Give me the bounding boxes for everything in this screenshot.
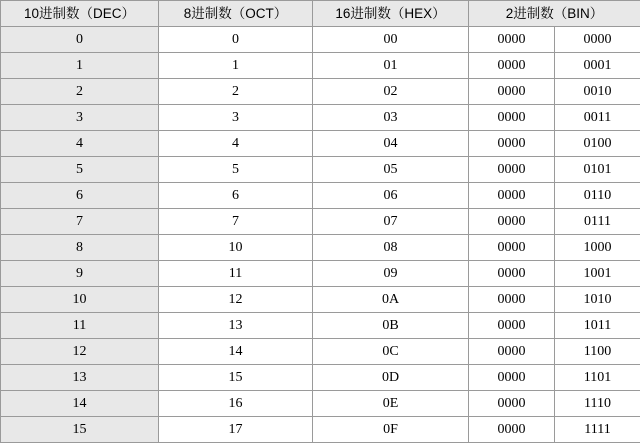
cell-bin-high: 0000 (469, 79, 555, 105)
cell-bin-low: 1011 (555, 313, 640, 339)
cell-bin-low: 1101 (555, 365, 640, 391)
cell-bin-high: 0000 (469, 287, 555, 313)
cell-bin-low: 0011 (555, 105, 640, 131)
cell-bin-high: 0000 (469, 339, 555, 365)
cell-dec: 7 (1, 209, 159, 235)
cell-dec: 12 (1, 339, 159, 365)
cell-hex: 07 (313, 209, 469, 235)
cell-bin-high: 0000 (469, 235, 555, 261)
cell-hex: 02 (313, 79, 469, 105)
cell-bin-high: 0000 (469, 157, 555, 183)
header-bin (469, 1, 640, 27)
cell-oct: 14 (159, 339, 313, 365)
table-row (1, 79, 640, 105)
cell-dec: 1 (1, 53, 159, 79)
cell-hex: 08 (313, 235, 469, 261)
cell-bin-low: 1111 (555, 417, 640, 443)
table-row (1, 365, 640, 391)
cell-oct: 16 (159, 391, 313, 417)
cell-bin-low: 0001 (555, 53, 640, 79)
cell-hex: 0B (313, 313, 469, 339)
cell-oct: 10 (159, 235, 313, 261)
cell-oct: 13 (159, 313, 313, 339)
cell-oct: 3 (159, 105, 313, 131)
cell-bin-low: 0000 (555, 27, 640, 53)
cell-bin-high: 0000 (469, 105, 555, 131)
table-row (1, 209, 640, 235)
table-row (1, 105, 640, 131)
cell-hex: 0C (313, 339, 469, 365)
cell-hex: 05 (313, 157, 469, 183)
cell-dec: 0 (1, 27, 159, 53)
cell-bin-low: 1110 (555, 391, 640, 417)
cell-hex: 06 (313, 183, 469, 209)
cell-oct: 4 (159, 131, 313, 157)
cell-hex: 04 (313, 131, 469, 157)
cell-oct: 6 (159, 183, 313, 209)
cell-bin-high: 0000 (469, 313, 555, 339)
cell-bin-high: 0000 (469, 417, 555, 443)
cell-bin-high: 0000 (469, 391, 555, 417)
cell-bin-high: 0000 (469, 53, 555, 79)
cell-bin-low: 0101 (555, 157, 640, 183)
cell-bin-low: 1000 (555, 235, 640, 261)
cell-dec: 4 (1, 131, 159, 157)
cell-bin-low: 1010 (555, 287, 640, 313)
table-row (1, 131, 640, 157)
cell-dec: 6 (1, 183, 159, 209)
header-oct-label: 8进制数（OCT） (159, 7, 312, 21)
cell-hex: 03 (313, 105, 469, 131)
table-row (1, 235, 640, 261)
cell-dec: 11 (1, 313, 159, 339)
cell-oct: 7 (159, 209, 313, 235)
cell-dec: 13 (1, 365, 159, 391)
cell-oct: 5 (159, 157, 313, 183)
cell-bin-low: 0100 (555, 131, 640, 157)
cell-oct: 2 (159, 79, 313, 105)
cell-oct: 12 (159, 287, 313, 313)
cell-oct: 17 (159, 417, 313, 443)
cell-bin-low: 1100 (555, 339, 640, 365)
table-row (1, 27, 640, 53)
header-dec-label: 10进制数（DEC） (1, 7, 158, 21)
cell-dec: 8 (1, 235, 159, 261)
cell-hex: 00 (313, 27, 469, 53)
table-header-row (1, 1, 640, 27)
cell-hex: 09 (313, 261, 469, 287)
cell-bin-high: 0000 (469, 209, 555, 235)
cell-oct: 11 (159, 261, 313, 287)
table-body (1, 27, 640, 443)
table-row (1, 339, 640, 365)
cell-hex: 01 (313, 53, 469, 79)
cell-oct: 1 (159, 53, 313, 79)
cell-bin-low: 1001 (555, 261, 640, 287)
table-row (1, 313, 640, 339)
cell-bin-high: 0000 (469, 365, 555, 391)
table-row (1, 53, 640, 79)
table-row (1, 261, 640, 287)
table-row (1, 287, 640, 313)
cell-dec: 3 (1, 105, 159, 131)
cell-oct: 0 (159, 27, 313, 53)
cell-dec: 15 (1, 417, 159, 443)
cell-bin-low: 0111 (555, 209, 640, 235)
table-header (1, 1, 640, 27)
cell-dec: 10 (1, 287, 159, 313)
cell-bin-low: 0010 (555, 79, 640, 105)
cell-hex: 0D (313, 365, 469, 391)
cell-bin-high: 0000 (469, 27, 555, 53)
cell-dec: 14 (1, 391, 159, 417)
header-oct (159, 1, 313, 27)
header-dec (1, 1, 159, 27)
cell-bin-high: 0000 (469, 261, 555, 287)
header-hex (313, 1, 469, 27)
table-row (1, 417, 640, 443)
cell-dec: 9 (1, 261, 159, 287)
cell-bin-low: 0110 (555, 183, 640, 209)
cell-hex: 0E (313, 391, 469, 417)
header-bin-label: 2进制数（BIN） (469, 7, 640, 21)
cell-bin-high: 0000 (469, 183, 555, 209)
table-row (1, 183, 640, 209)
header-hex-label: 16进制数（HEX） (313, 7, 468, 21)
table-row (1, 157, 640, 183)
cell-hex: 0A (313, 287, 469, 313)
cell-bin-high: 0000 (469, 131, 555, 157)
table-row (1, 391, 640, 417)
cell-hex: 0F (313, 417, 469, 443)
cell-oct: 15 (159, 365, 313, 391)
cell-dec: 5 (1, 157, 159, 183)
cell-dec: 2 (1, 79, 159, 105)
